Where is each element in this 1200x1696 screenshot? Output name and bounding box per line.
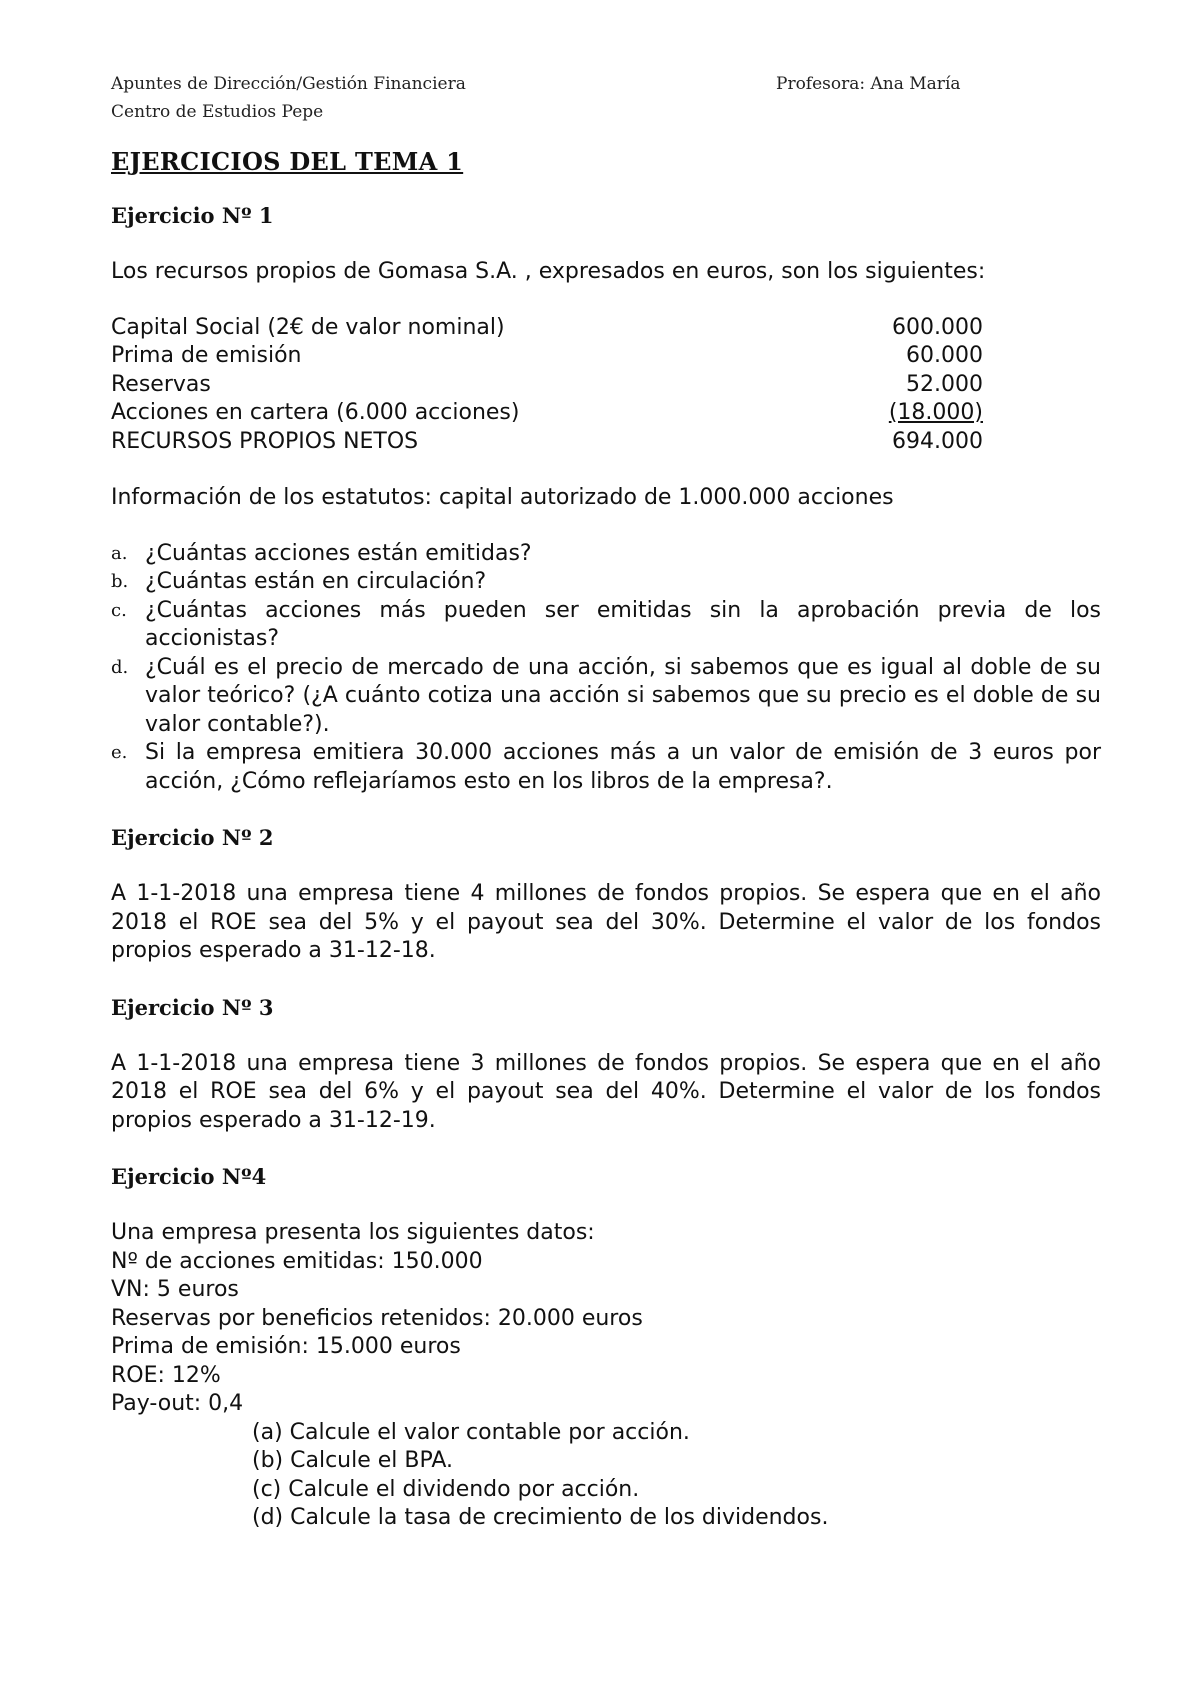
exercise-1-title: Ejercicio Nº 1	[111, 203, 274, 228]
list-marker: a.	[111, 542, 128, 564]
row-label: RECURSOS PROPIOS NETOS	[111, 428, 419, 454]
exercise-2	[111, 824, 1101, 966]
row-label: Prima de emisión	[111, 343, 302, 368]
header-teacher: Profesora: Ana María	[776, 74, 961, 94]
row-value: 600.000	[892, 314, 983, 340]
list-item: (b) Calcule el BPA.	[252, 1448, 454, 1473]
list-marker: c.	[111, 599, 127, 621]
table-row	[111, 342, 983, 371]
list-item: (d) Calcule la tasa de crecimiento de los dividendos.	[252, 1505, 829, 1530]
list-marker: d.	[111, 656, 129, 678]
data-line: Una empresa presenta los siguientes datos:	[111, 1220, 595, 1245]
table-row	[111, 314, 983, 343]
document-body	[111, 146, 1101, 1533]
question-text: ¿Cuántas están en circulación?	[145, 569, 487, 594]
exercise-4-title: Ejercicio Nº4	[111, 1164, 267, 1189]
question-text: ¿Cuántas acciones están emitidas?	[145, 540, 532, 566]
data-line: VN: 5 euros	[111, 1277, 239, 1302]
exercise-4-data	[111, 1219, 1101, 1419]
list-item: (c) Calcule el dividendo por acción.	[252, 1476, 640, 1502]
question-text: ¿Cuál es el precio de mercado de una acción, si sabemos que es igual al doble de su valor teórico? (¿A cuánto cotiza una acción si sabemos que su precio es el doble de su valor contable?).	[145, 654, 1101, 737]
list-item	[111, 568, 1101, 597]
question-list	[111, 540, 1101, 797]
exercise-2-text: A 1-1-2018 una empresa tiene 4 millones de fondos propios. Se espera que en el año 2018 el ROE sea del 5% y el payout sea del 30%. Determine el valor de los fondos propios esperado a 31-12-18.	[111, 881, 1101, 963]
exercise-3	[111, 994, 1101, 1136]
list-item	[111, 739, 1101, 796]
page-title: EJERCICIOS DEL TEMA 1	[111, 147, 464, 176]
row-label: Capital Social (2€ de valor nominal)	[111, 314, 505, 340]
list-item	[111, 540, 1101, 569]
table-row	[111, 371, 983, 400]
exercise-1	[111, 202, 1101, 796]
table-row	[111, 399, 983, 428]
list-item	[111, 597, 1101, 654]
row-value: 60.000	[906, 343, 983, 368]
question-text: Si la empresa emitiera 30.000 acciones más a un valor de emisión de 3 euros por acción, ¿Cómo reflejaríamos esto en los libros de la empresa?.	[145, 740, 1101, 794]
row-label: Acciones en cartera (6.000 acciones)	[111, 400, 520, 425]
header-course: Apuntes de Dirección/Gestión Financiera	[111, 74, 466, 94]
table-row	[111, 428, 983, 457]
data-line: Reservas por beneficios retenidos: 20.000 euros	[111, 1305, 643, 1331]
data-line: Pay-out: 0,4	[111, 1391, 244, 1416]
list-marker: b.	[111, 571, 129, 592]
row-label: Reservas	[111, 371, 211, 397]
exercise-4-questions	[252, 1419, 1101, 1533]
data-line: Nº de acciones emitidas: 150.000	[111, 1248, 483, 1274]
data-line: Prima de emisión: 15.000 euros	[111, 1334, 461, 1359]
exercise-4	[111, 1163, 1101, 1533]
row-value: 694.000	[892, 428, 983, 454]
exercise-3-title: Ejercicio Nº 3	[111, 994, 274, 1020]
header-school: Centro de Estudios Pepe	[111, 102, 324, 122]
exercise-2-title: Ejercicio Nº 2	[111, 825, 274, 850]
row-value: 52.000	[906, 371, 983, 397]
list-item	[111, 654, 1101, 740]
list-marker: e.	[111, 742, 128, 763]
equity-table	[111, 314, 983, 457]
page-header-left	[111, 70, 466, 126]
question-text: ¿Cuántas acciones más pueden ser emitidas sin la aprobación previa de los accionistas?	[145, 597, 1101, 651]
negative-value: (18.000)	[888, 400, 983, 425]
statutes-info: Información de los estatutos: capital autorizado de 1.000.000 acciones	[111, 485, 894, 510]
data-line: ROE: 12%	[111, 1362, 221, 1388]
exercise-3-text: A 1-1-2018 una empresa tiene 3 millones de fondos propios. Se espera que en el año 2018 el ROE sea del 6% y el payout sea del 40%. Determine el valor de los fondos propios esperado a 31-12-19.	[111, 1050, 1101, 1133]
exercise-1-intro: Los recursos propios de Gomasa S.A. , expresados en euros, son los siguientes:	[111, 259, 986, 284]
list-item: (a) Calcule el valor contable por acción.	[252, 1419, 690, 1445]
row-value	[771, 399, 983, 428]
